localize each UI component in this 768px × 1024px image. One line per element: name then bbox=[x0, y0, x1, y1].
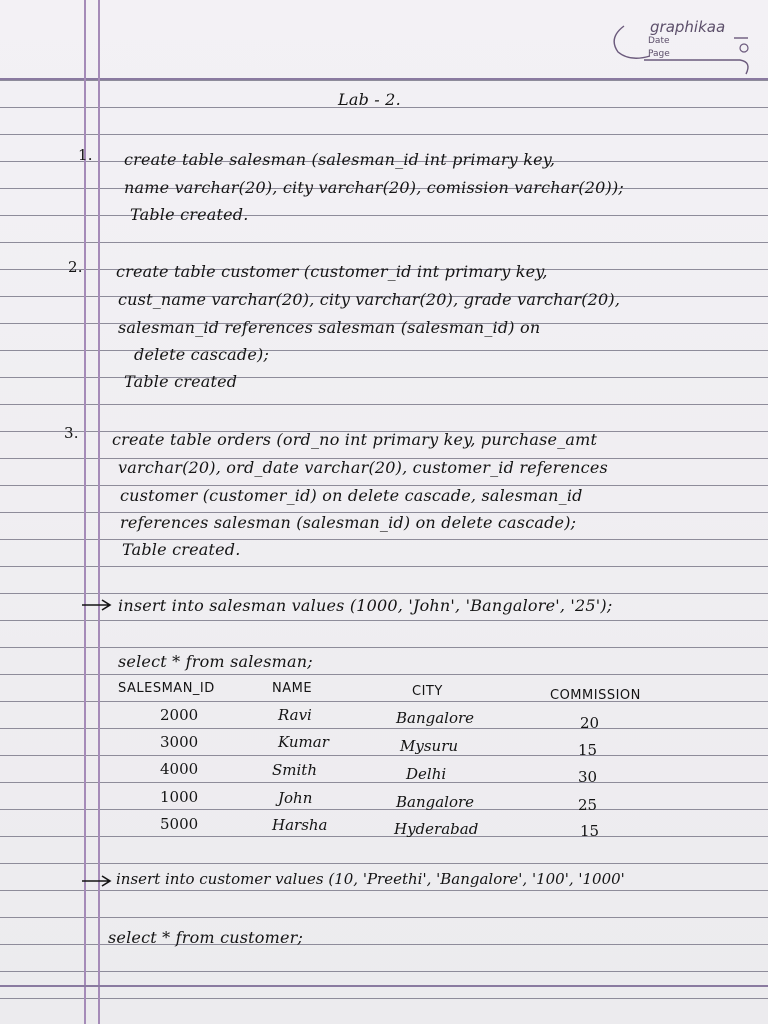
page-title: Lab - 2. bbox=[338, 90, 401, 109]
insert-customer-statement: insert into customer values (10, 'Preethi', 'Bangalore', '100', '1000' bbox=[116, 870, 625, 888]
table-header: COMMISSION bbox=[550, 688, 641, 703]
table-cell: Bangalore bbox=[396, 709, 475, 727]
table-cell: Harsha bbox=[272, 816, 328, 834]
q3-line: Table created. bbox=[122, 540, 241, 559]
arrow-right-icon bbox=[80, 598, 114, 612]
table-cell: Ravi bbox=[278, 706, 312, 724]
table-cell: Smith bbox=[272, 761, 317, 779]
table-cell: 25 bbox=[578, 796, 598, 814]
date-label: Date bbox=[648, 36, 670, 46]
table-cell: 20 bbox=[580, 714, 600, 732]
q3-line: create table orders (ord_no int primary key, purchase_amt bbox=[112, 430, 598, 449]
footer-rule bbox=[0, 985, 768, 987]
q2-line: Table created bbox=[124, 372, 238, 391]
q2-line: create table customer (customer_id int primary key, bbox=[116, 262, 548, 281]
question-number: 2. bbox=[68, 258, 83, 276]
notebook-brand bbox=[604, 16, 754, 76]
question-number: 1. bbox=[78, 146, 93, 164]
header-rule bbox=[0, 78, 768, 80]
arrow-right-icon bbox=[80, 874, 114, 888]
table-cell: Mysuru bbox=[400, 737, 459, 755]
table-cell: Kumar bbox=[278, 733, 329, 751]
margin-line bbox=[98, 0, 100, 1024]
table-header: NAME bbox=[272, 681, 313, 696]
table-cell: 30 bbox=[578, 768, 598, 786]
q1-line: Table created. bbox=[130, 205, 249, 224]
table-header: SALESMAN_ID bbox=[118, 681, 215, 696]
brand-name: graphikaa bbox=[650, 18, 726, 36]
select-salesman-statement: select * from salesman; bbox=[118, 652, 313, 671]
table-cell: John bbox=[278, 789, 313, 807]
table-header: CITY bbox=[412, 684, 443, 699]
q2-line: delete cascade); bbox=[134, 345, 270, 364]
q1-line: name varchar(20), city varchar(20), comission varchar(20)); bbox=[124, 178, 624, 197]
q3-line: varchar(20), ord_date varchar(20), customer_id references bbox=[118, 458, 608, 477]
table-cell: Hyderabad bbox=[394, 820, 479, 838]
q1-line: create table salesman (salesman_id int primary key, bbox=[124, 150, 556, 169]
table-cell: Bangalore bbox=[396, 793, 475, 811]
table-cell: Delhi bbox=[406, 765, 447, 783]
table-cell: 5000 bbox=[160, 815, 199, 833]
insert-salesman-statement: insert into salesman values (1000, 'John', 'Bangalore', '25'); bbox=[118, 596, 613, 615]
table-cell: 15 bbox=[578, 741, 598, 759]
table-cell: 4000 bbox=[160, 760, 199, 778]
page-label: Page bbox=[648, 49, 670, 59]
table-cell: 1000 bbox=[160, 788, 199, 806]
select-customer-statement: select * from customer; bbox=[108, 928, 304, 947]
question-number: 3. bbox=[64, 424, 79, 442]
q2-line: cust_name varchar(20), city varchar(20), grade varchar(20), bbox=[118, 290, 621, 309]
q3-line: references salesman (salesman_id) on delete cascade); bbox=[120, 513, 577, 532]
q2-line: salesman_id references salesman (salesman_id) on bbox=[118, 318, 541, 337]
q3-line: customer (customer_id) on delete cascade, salesman_id bbox=[120, 486, 583, 505]
table-cell: 2000 bbox=[160, 706, 199, 724]
table-cell: 3000 bbox=[160, 733, 199, 751]
table-cell: 15 bbox=[580, 822, 600, 840]
